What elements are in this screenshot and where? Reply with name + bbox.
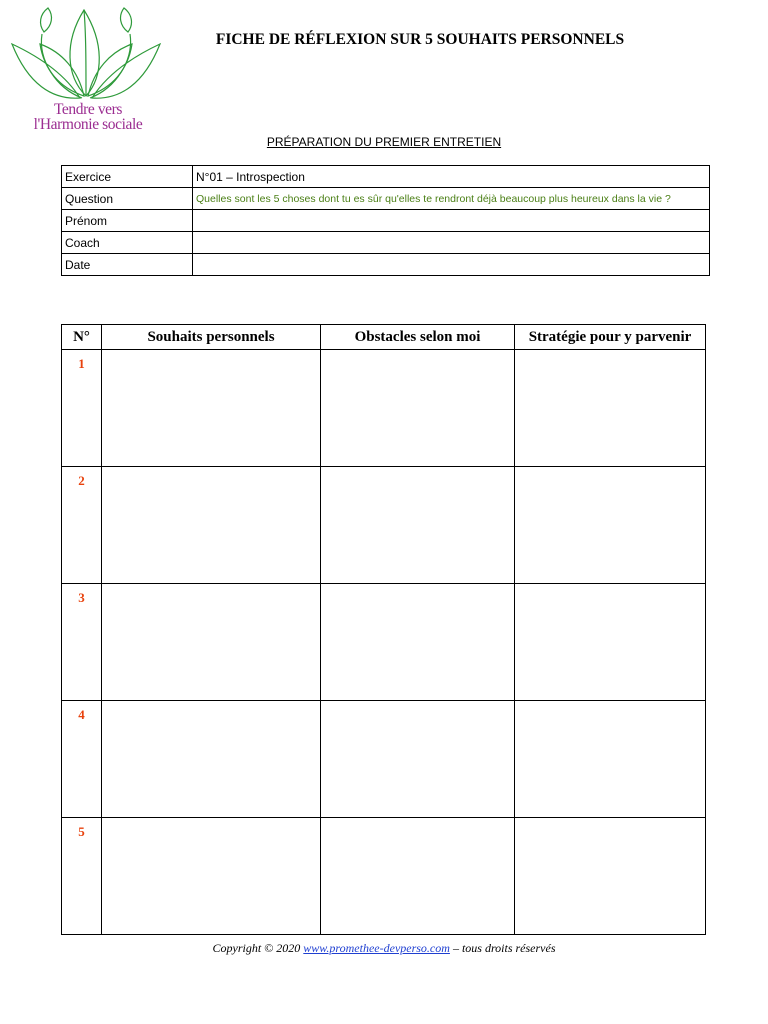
row-number: 1 — [62, 350, 102, 467]
row-number: 3 — [62, 584, 102, 701]
row-number: 5 — [62, 818, 102, 935]
footer-copyright: Copyright © 2020 — [212, 941, 304, 955]
logo-line-2: l'Harmonie sociale — [33, 116, 143, 133]
obstacles-cell[interactable] — [321, 701, 515, 818]
obstacles-cell[interactable] — [321, 818, 515, 935]
obstacles-cell[interactable] — [321, 584, 515, 701]
document-title: FICHE DE RÉFLEXION SUR 5 SOUHAITS PERSONNELS — [215, 31, 625, 48]
souhait-cell[interactable] — [102, 701, 321, 818]
info-label: Question — [62, 188, 193, 210]
column-header-souhaits: Souhaits personnels — [102, 325, 321, 350]
row-number: 4 — [62, 701, 102, 818]
table-row — [62, 701, 706, 818]
info-table — [61, 165, 710, 276]
info-label: Coach — [62, 232, 193, 254]
info-row-date — [62, 254, 710, 276]
table-row — [62, 350, 706, 467]
column-header-num: N° — [62, 325, 102, 350]
wishes-table — [61, 324, 706, 935]
column-header-obstacles: Obstacles selon moi — [321, 325, 515, 350]
logo-line-1: Tendre vers — [53, 101, 123, 118]
souhait-cell[interactable] — [102, 584, 321, 701]
souhait-cell[interactable] — [102, 467, 321, 584]
info-row-coach — [62, 232, 710, 254]
footer — [0, 941, 768, 956]
table-row — [62, 467, 706, 584]
column-header-strategie: Stratégie pour y parvenir — [515, 325, 706, 350]
strategie-cell[interactable] — [515, 701, 706, 818]
table-row — [62, 818, 706, 935]
strategie-cell[interactable] — [515, 818, 706, 935]
info-label: Prénom — [62, 210, 193, 232]
strategie-cell[interactable] — [515, 584, 706, 701]
footer-link[interactable]: www.promethee-devperso.com — [303, 941, 450, 955]
info-label: Date — [62, 254, 193, 276]
info-row-exercice — [62, 166, 710, 188]
info-value-question[interactable]: Quelles sont les 5 choses dont tu es sûr qu'elles te rendront déjà beaucoup plus heureux dans la vie ? — [193, 188, 710, 210]
info-label: Exercice — [62, 166, 193, 188]
info-row-prenom — [62, 210, 710, 232]
obstacles-cell[interactable] — [321, 467, 515, 584]
info-value-prenom[interactable] — [193, 210, 710, 232]
info-value-exercice[interactable]: N°01 – Introspection — [193, 166, 710, 188]
souhait-cell[interactable] — [102, 818, 321, 935]
souhait-cell[interactable] — [102, 350, 321, 467]
info-value-coach[interactable] — [193, 232, 710, 254]
obstacles-cell[interactable] — [321, 350, 515, 467]
document-subtitle: PRÉPARATION DU PREMIER ENTRETIEN — [266, 135, 502, 149]
info-value-date[interactable] — [193, 254, 710, 276]
info-row-question — [62, 188, 710, 210]
row-number: 2 — [62, 467, 102, 584]
lotus-leaves-icon — [8, 4, 168, 104]
table-row — [62, 584, 706, 701]
logo — [8, 4, 168, 132]
strategie-cell[interactable] — [515, 350, 706, 467]
strategie-cell[interactable] — [515, 467, 706, 584]
wishes-header-row — [62, 325, 706, 350]
footer-rights: – tous droits réservés — [449, 941, 556, 955]
